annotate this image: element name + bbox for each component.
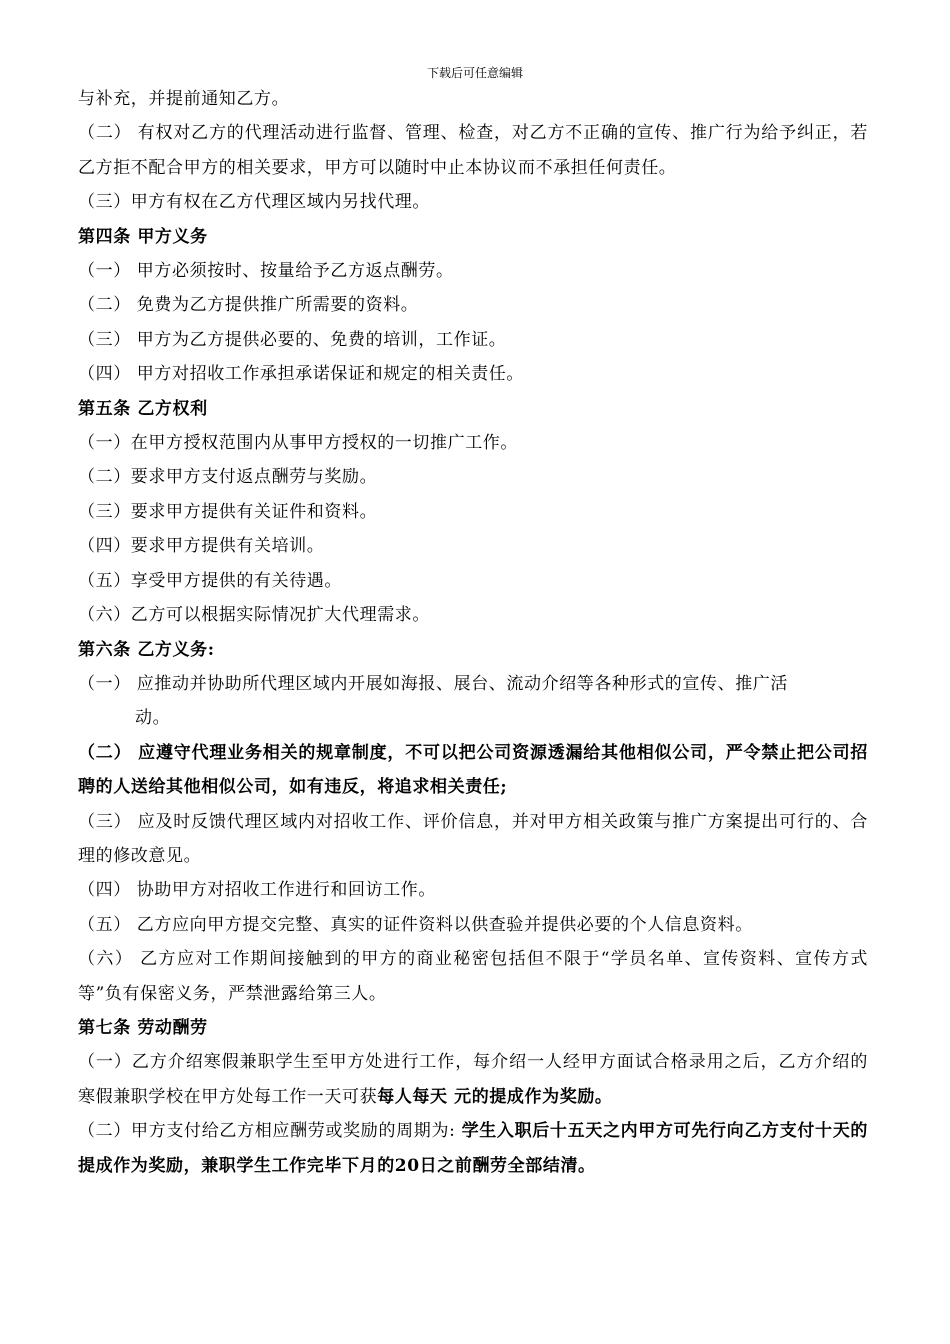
document-line: （二）要求甲方支付返点酬劳与奖励。 <box>78 467 378 488</box>
article7-item2-bold: 学生入职后十五天之内甲方可先行向乙方支付十天的提成作为奖励，兼职学生工作完毕下月的20日之前酬劳全部结清。 <box>78 1121 868 1176</box>
article6-item2: （二） 应遵守代理业务相关的规章制度，不可以把公司资源透漏给其他相似公司，严令禁止把公司招聘的人送给其他相似公司，如有违反，将追求相关责任; <box>78 742 868 798</box>
document-line: （五）享受甲方提供的有关待遇。 <box>78 570 342 591</box>
article6-item6: （六） 乙方应对工作期间接触到的甲方的商业秘密包括但不限于“学员名单、宣传资料、宣传方式等”负有保密义务，严禁泄露给第三人。 <box>78 949 868 1004</box>
page-header: 下载后可任意编辑 <box>426 66 523 80</box>
document-lines <box>78 82 868 667</box>
article7-title: 第七条 劳动酬劳 <box>78 1017 208 1038</box>
article7-item1-text: （一）乙方介绍寒假兼职学生至甲方处进行工作，每介绍一人经甲方面试合格录用之后，乙方介绍的寒假兼职学校在甲方处每工作一天可获 <box>78 1052 868 1107</box>
article7-item1-bold: 每人每天 元的提成作为奖励。 <box>377 1086 613 1107</box>
article6-item1: （一） 应推动并协助所代理区域内开展如海报、展台、流动介绍等各种形式的宣传、推广活 <box>78 673 789 694</box>
article6-item4: （四） 协助甲方对招收工作进行和回访工作。 <box>78 880 437 901</box>
article-title: 第五条 乙方权利 <box>78 398 208 419</box>
document-body <box>78 82 868 1183</box>
document-line: （四） 甲方对招收工作承担承诺保证和规定的相关责任。 <box>78 364 525 385</box>
article-title: 第四条 甲方义务 <box>78 226 208 247</box>
article-title: 第六条 乙方义务: <box>78 639 215 660</box>
document-line: （二） 有权对乙方的代理活动进行监督、管理、检查，对乙方不正确的宣传、推广行为给予纠正，若乙方拒不配合甲方的相关要求，甲方可以随时中止本协议而不承担任何责任。 <box>78 123 868 178</box>
document-line: （六）乙方可以根据实际情况扩大代理需求。 <box>78 605 430 626</box>
document-line: （三） 甲方为乙方提供必要的、免费的培训，工作证。 <box>78 329 507 350</box>
document-line: 与补充，并提前通知乙方。 <box>78 89 290 109</box>
document-line: （一） 甲方必须按时、按量给予乙方返点酬劳。 <box>78 261 454 282</box>
article6-item1-cont: 动。 <box>135 708 171 729</box>
article7-item1 <box>78 1045 868 1114</box>
document-line: （四）要求甲方提供有关培训。 <box>78 536 325 557</box>
article6-item3: （三） 应及时反馈代理区域内对招收工作、评价信息，并对甲方相关政策与推广方案提出可行的、合理的修改意见。 <box>78 811 868 866</box>
document-line: （二） 免费为乙方提供推广所需要的资料。 <box>78 295 419 316</box>
document-line: （三）要求甲方提供有关证件和资料。 <box>78 501 378 522</box>
article7-item2 <box>78 1114 868 1183</box>
article6-item5: （五） 乙方应向甲方提交完整、真实的证件资料以供查验并提供必要的个人信息资料。 <box>78 914 753 935</box>
article7-item2-text: （二）甲方支付给乙方相应酬劳或奖励的周期为: <box>78 1121 462 1142</box>
document-line: （一）在甲方授权范围内从事甲方授权的一切推广工作。 <box>78 433 518 454</box>
document-line: （三）甲方有权在乙方代理区域内另找代理。 <box>78 192 430 213</box>
